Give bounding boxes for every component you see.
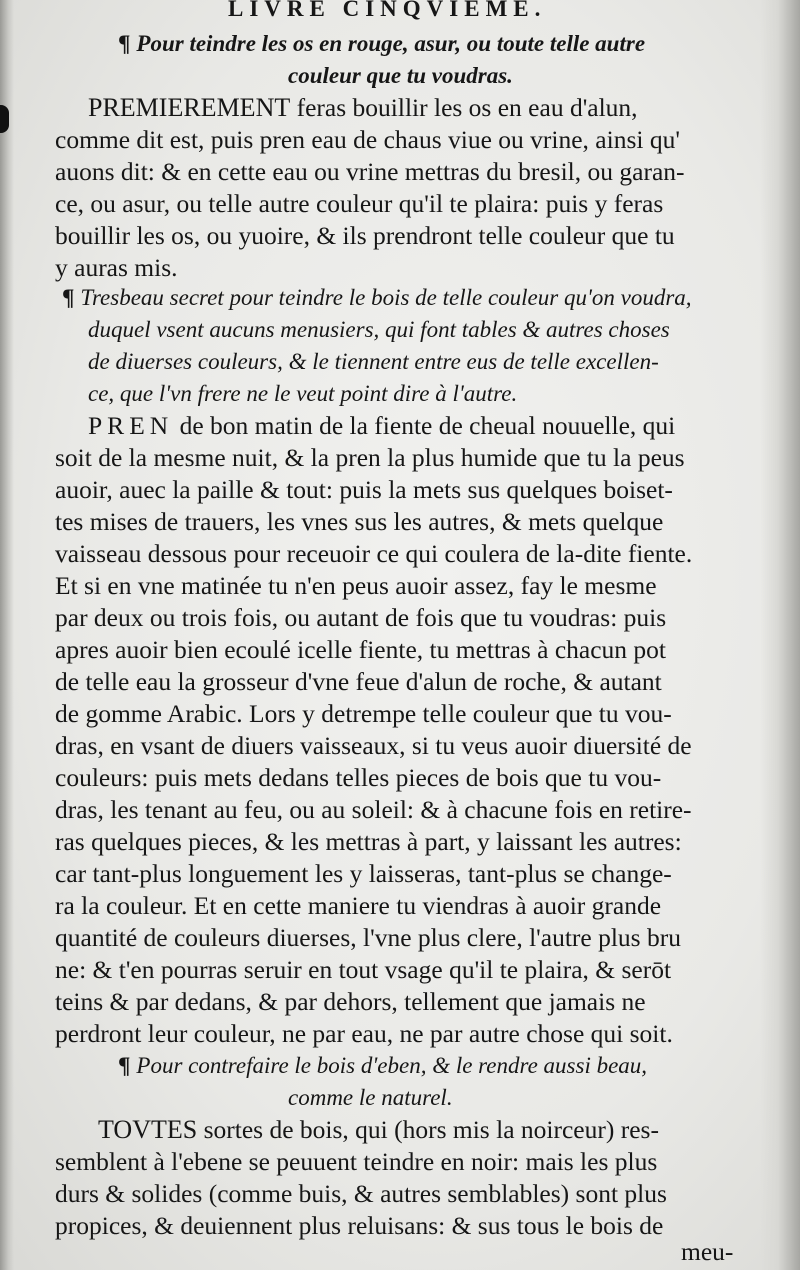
page-edge-shadow [760, 0, 800, 1270]
body-line: auons dit: & en cette eau ou vrine mettras du bresil, ou garan- [55, 157, 685, 186]
body-line: apres auoir bien ecoulé icelle fiente, tu mettras à chacun pot [55, 635, 667, 664]
opening-word: PREN [88, 411, 174, 440]
body-line: soit de la mesme nuit, & la pren la plus humide que tu la peus [55, 443, 685, 472]
body-line: TOVTES sortes de bois, qui (hors mis la noirceur) res- [98, 1115, 659, 1144]
opening-word: TOVTES [98, 1115, 198, 1144]
margin-ink-mark [0, 105, 9, 133]
body-line: ce, ou asur, ou telle autre couleur qu'il te plaira: puis y feras [55, 189, 664, 218]
section-heading-line: comme le naturel. [288, 1085, 453, 1110]
body-line: de telle eau la grosseur d'vne feue d'alun de roche, & autant [55, 667, 662, 696]
section-heading-line: duquel vsent aucuns menusiers, qui font tables & autres choses [88, 317, 670, 342]
body-line: perdront leur couleur, ne par eau, ne par autre chose qui soit. [55, 1019, 673, 1048]
body-line: ne: & t'en pourras seruir en tout vsage qu'il te plaira, & serōt [55, 955, 672, 984]
body-line: y auras mis. [55, 253, 178, 282]
page-gutter-shadow [0, 0, 14, 1270]
body-line: Et si en vne matinée tu n'en peus auoir assez, fay le mesme [55, 571, 657, 600]
body-line: PREN de bon matin de la fiente de cheual nouuelle, qui [88, 411, 676, 440]
body-line: car tant-plus longuement les y laisseras, tant-plus se change- [55, 859, 672, 888]
pilcrow-icon: ¶ [62, 285, 75, 310]
body-line: dras, les tenant au feu, ou au soleil: & à chacune fois en retire- [55, 795, 692, 824]
running-head: LIVRE CINQVIEME. [228, 0, 547, 21]
section-heading-line: ce, que l'vn frere ne le veut point dire à l'autre. [88, 381, 518, 406]
section-heading: ¶ Pour contrefaire le bois d'eben, & le rendre aussi beau, [118, 1053, 648, 1078]
body-line: dras, en vsant de diuers vaisseaux, si tu veus auoir diuersité de [55, 731, 692, 760]
catchword: meu- [681, 1237, 734, 1266]
body-line: propices, & deuiennent plus reluisans: & sus tous le bois de [55, 1211, 664, 1240]
body-line: couleurs: puis mets dedans telles pieces de bois que tu vou- [55, 763, 662, 792]
section-heading: ¶ Tresbeau secret pour teindre le bois de telle couleur qu'on voudra, [62, 285, 692, 310]
section-heading-line: de diuerses couleurs, & le tiennent entre eus de telle excellen- [88, 349, 659, 374]
body-line: vaisseau dessous pour receuoir ce qui coulera de la-dite fiente. [55, 539, 693, 568]
section-heading-line: couleur que tu voudras. [288, 63, 513, 88]
pilcrow-icon: ¶ [118, 1053, 131, 1078]
opening-word: PREMIEREMENT [88, 93, 291, 122]
body-line: tes mises de trauers, les vnes sus les autres, & mets quelque [55, 507, 664, 536]
body-line: de gomme Arabic. Lors y detrempe telle couleur que tu vou- [55, 699, 672, 728]
section-heading: ¶ Pour teindre les os en rouge, asur, ou toute telle autre [118, 31, 646, 56]
body-line: teins & par dedans, & par dehors, tellement que jamais ne [55, 987, 646, 1016]
body-line: ras quelques pieces, & les mettras à part, y laissant les autres: [55, 827, 682, 856]
body-line: comme dit est, puis pren eau de chaus viue ou vrine, ainsi qu' [55, 125, 680, 154]
body-line: auoir, auec la paille & tout: puis la mets sus quelques boiset- [55, 475, 673, 504]
body-line: semblent à l'ebene se peuuent teindre en noir: mais les plus [55, 1147, 658, 1176]
body-line: PREMIEREMENT feras bouillir les os en eau d'alun, [88, 93, 638, 122]
body-line: bouillir les os, ou yuoire, & ils prendront telle couleur que tu [55, 221, 675, 250]
body-line: durs & solides (comme buis, & autres semblables) sont plus [55, 1179, 667, 1208]
body-line: par deux ou trois fois, ou autant de fois que tu voudras: puis [55, 603, 667, 632]
body-line: ra la couleur. Et en cette maniere tu viendras à auoir grande [55, 891, 662, 920]
body-line: quantité de couleurs diuerses, l'vne plus clere, l'autre plus bru [55, 923, 681, 952]
pilcrow-icon: ¶ [118, 31, 131, 56]
